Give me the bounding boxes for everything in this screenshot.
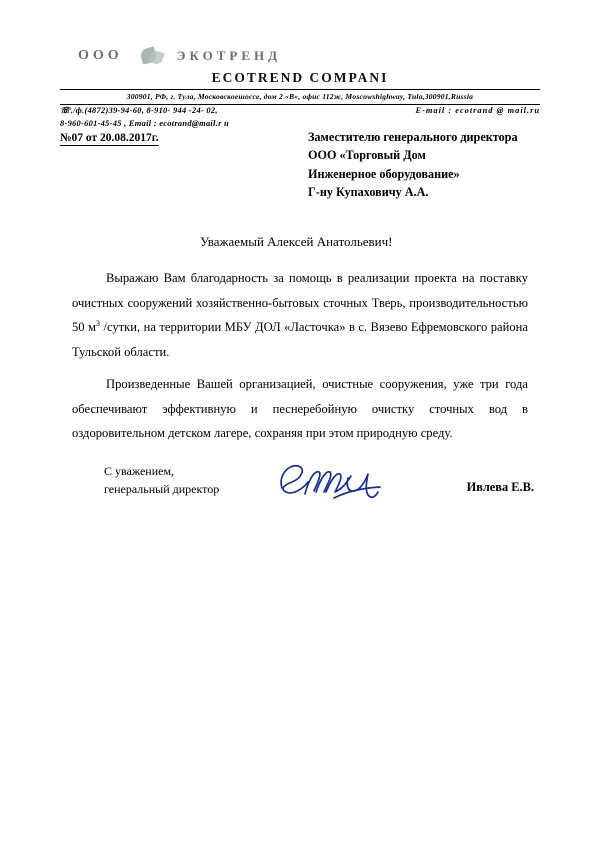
handwritten-signature-icon — [272, 458, 392, 504]
signature-left — [104, 462, 219, 498]
addressee-block — [308, 128, 548, 201]
contact-row — [60, 105, 540, 118]
body-paragraph-2: Произведенные Вашей организацией, очистные сооружения, уже три года обеспечивают эффективную и песнеребойную очистку сточных вод в оздоровительном детском лагере, сохраняя при этом природную среду. — [72, 377, 528, 441]
body-paragraph-1-part1: Выражаю Вам благодарность за помощь в реализации проекта на поставку очистных сооружений хозяйственно-бытовых сточных Тверь, производительностью 50 м — [72, 271, 528, 335]
phone-line-1: ☏./ф.(4872)39-94-60, 8-910- 944 -24- 02, — [60, 106, 218, 116]
body-paragraph-1-part2: /сутки, на территории МБУ ДОЛ «Ласточка» в с. Вязево Ефремовского района Тульской области. — [72, 320, 529, 359]
company-name: ECOTREND COMPANI — [211, 70, 389, 85]
phone-line-2: 8-960-601-45-45 , Email : ecotrand@mail.r u — [60, 118, 229, 128]
body-paragraph-1 — [72, 266, 528, 364]
letter-body — [72, 266, 528, 446]
addressee-line-3: Инженерное оборудование» — [308, 166, 460, 181]
company-logo — [60, 44, 540, 68]
signature-position: генеральный директор — [104, 482, 220, 496]
reference-number-text: №07 от 20.08.2017г. — [60, 132, 159, 144]
addressee-line-4: Г-ну Купаховичу А.А. — [308, 184, 429, 199]
logo-wordmark: ЭКОТРЕНД — [176, 48, 282, 63]
header-divider-top — [60, 89, 540, 90]
logo-ooo-text: ООО — [78, 48, 123, 63]
salutation: Уважаемый Алексей Анатольевич! — [200, 234, 393, 249]
company-address: 300901, РФ, г. Тула, Московскоешоссе, дом 2 «В», офис 112ж, Moscowshighway, Tula,300901,Russia — [126, 92, 474, 101]
email-address: E-mail : ecotrand @ mail.ru — [415, 106, 540, 116]
letterhead — [60, 44, 540, 128]
signatory-name: Ивлева Е.В. — [466, 480, 534, 494]
reference-number — [60, 132, 159, 146]
addressee-line-1: Заместителю генерального директора — [308, 130, 518, 144]
cubic-meter-superscript: 3 — [96, 318, 101, 328]
leaf-icon — [137, 47, 171, 65]
signature-closing: С уважением, — [104, 464, 175, 478]
addressee-line-2: ООО «Торговый Дом — [308, 148, 426, 163]
